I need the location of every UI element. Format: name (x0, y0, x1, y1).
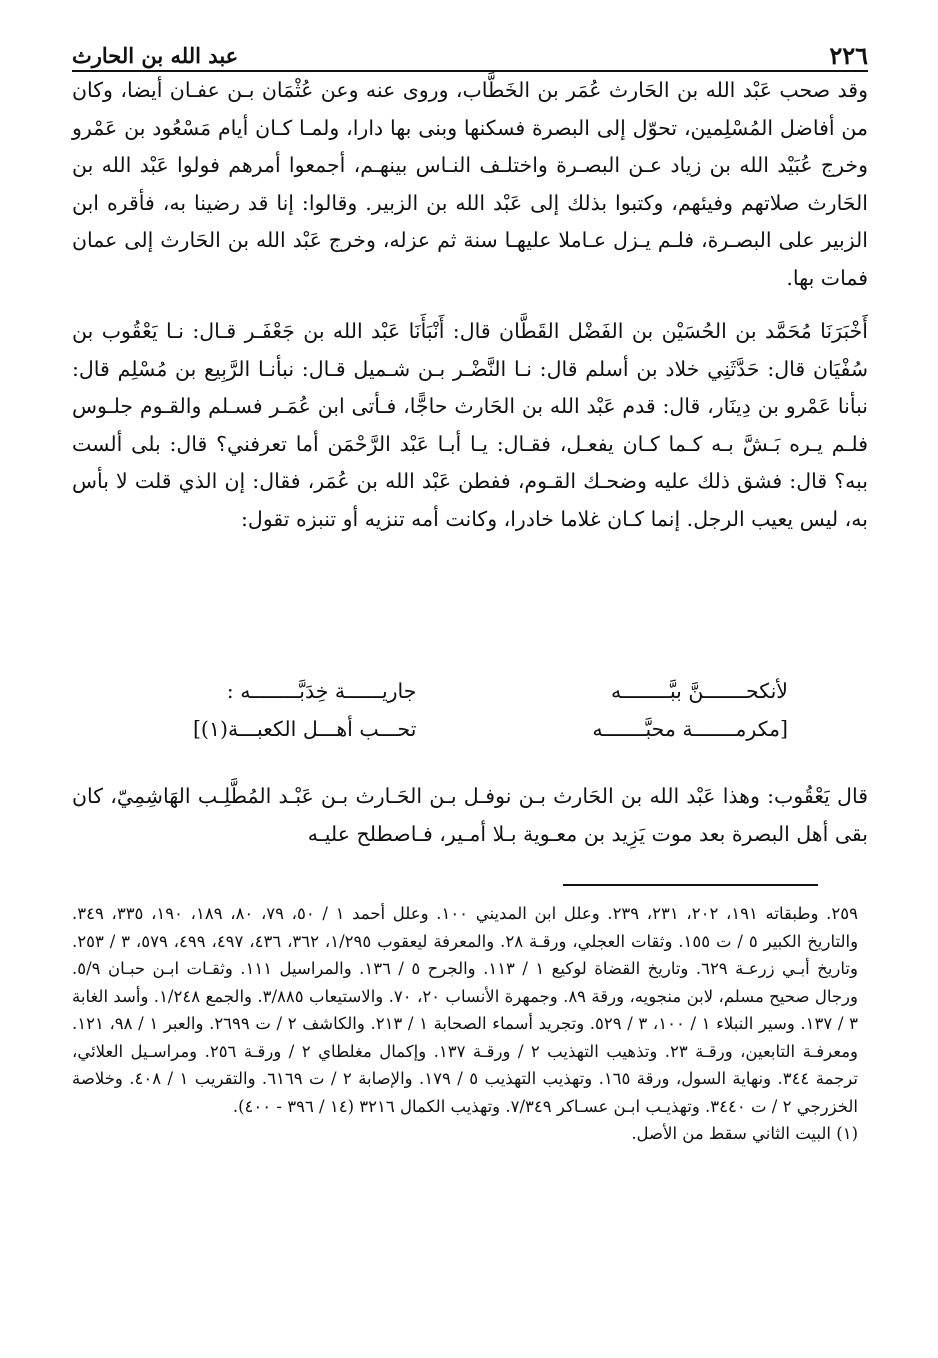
poem-first-hemistich: [مكرمـــــــة محبَّـــــــه (592, 717, 788, 741)
paragraph-narration: أَخْبَرَنَا مُحَمَّد بن الحُسَيْن بن الفَضْل القَطَّان قال: أَنْبَأَنَا عَبْد الله بن جَعْفَـر قـال: نـا يَعْقُوب بن سُفْيَان قال: حَدَّثَنِي خلاد بن أسلم قال: نـا النَّضْـر بـن شـميل قـال: نبأنـا الرَّبِيع بن مُسْلِم قال: نبأنا عَمْرو بن دِينَار، قال: قدم عَبْد الله بن الحَارث حاجًّا، فـأتى ابن عُمَـر فسـلم والقـوم جلـوس فلـم يـره بَـشَّ بـه كـما كـان يفعـل، فقـال: يـا أبـا عَبْد الرَّحْمَن أما تعرفني؟ قال: بلى ألست ببه؟ قال: فشق ذلك عليه وضحـك القـوم، ففطن عَبْد الله بن عُمَر، فقال: إن الذي قلت لا بأس به، ليس يعيب الرجل. إنما كـان غلاما خادرا، وكانت أمه تنزيه أو تنبزه تقول: (72, 319, 868, 531)
page-header (72, 34, 868, 72)
poem (100, 672, 788, 748)
paragraph-biography: وقد صحب عَبْد الله بن الحَارث عُمَر بن الخَطَّاب، وروى عنه وعن عُثْمَان بـن عفـان أيضا، وكان من أفاضل المُسْلِمين، تحوّل إلى البصرة فسكنها وبنى بها دارا، ولمـا كـان أيام مَسْعُود بن عَمْرو وخرج عُبَيْد الله بن زياد عـن البصـرة واختلـف النـاس بينهـم، أجمعوا أمرهم فولوا عَبْد الله بن الحَارث صلاتهم وفيئهم، وكتبوا بذلك إلى عَبْد الله بن الزبير. وقالوا: إنا قد رضينا به، فأقره ابن الزبير على البصـرة، فلـم يـزل عـاملا عليهـا سنة ثم عزله، وخرج عَبْد الله بن الحَارث إلى عمان فمات بها. (72, 78, 868, 290)
footnote-note: (١) البيت الثاني سقط من الأصل. (631, 1124, 858, 1143)
footnote-sources: ٢٥٩. وطبقاته ١٩١، ٢٠٢، ٢٣١، ٢٣٩. وعلل ابن المديني ١٠٠. وعلل أحمد ١ / ٥٠، ٧٩، ٨٠، ١٨٩، ١٩٠، ٣٣٥، ٣٤٩. والتاريخ الكبير ٥ / ت ١٥٥. وثقات العجلي، ورقـة ٢٨. والمعرفة ليعقوب ١/٢٩٥، ٣٦٢، ٤٣٦، ٤٩٧، ٤٩٩، ٥٧٩، ٣ / ٢٥٣. وتاريخ أبـي زرعـة ٦٢٩. وتاريخ القضاة لوكيع ١ / ١١٣. والجرح ٥ / ١٣٦. والمراسيل ١١١. وثقـات ابـن حبـان ٥/٩. ورجال صحيح مسلم، لابن منجويه، ورقة ٨٩. وجمهرة الأنساب ٢٠، ٧٠. والاستيعاب ٣/٨٨٥. والجمع ١/٢٤٨. وأسد الغابة ٣ / ١٣٧. وسير النبلاء ١ / ١٠٠، ٣ / ٥٢٩. وتجريد أسماء الصحابة ١ / ٢١٣. والكاشف ٢ / ت ٢٦٩٩. والعبر ١ / ٩٨، ١٢١. ومعرفـة التابعين، ورقـة ٢٣. وتذهيب التهذيب ٢ / ورقـة ١٣٧. وإكمال مغلطاي ٢ / ورقـة ٢٥٦. ومراسـيل العلائي، ترجمة ٣٤٤. ونهاية السول، ورقة ١٦٥. وتهذيب التهذيب ٥ / ١٧٩. والإصابة ٢ / ت ٦١٦٩. والتقريب ١ / ٤٠٨. وخلاصة الخزرجي ٢ / ت ٣٤٤٠. وتهذيـب ابـن عسـاكر ٧/٣٤٩. وتهذيب الكمال ٣٢١٦ (١٤ / ٣٩٦ - ٤٠٠). (72, 904, 859, 1116)
poem-verse (100, 672, 788, 710)
poem-second-hemistich: جاريــــــة خِدَبَّــــــــه : (226, 679, 417, 703)
paragraph-continuation: قال يَعْقُوب: وهذا عَبْد الله بن الحَارث بـن نوفـل بـن الحَـارث بـن عَبْـد المُطَّلِـب الهَاشِمِيّ، كان بقى أهل البصرة بعد موت يَزِيد بن معـوية بـلا أمـير، فـاصطلح عليـه (72, 784, 868, 846)
footnotes (72, 900, 858, 1148)
footnote-separator (563, 884, 818, 886)
page-number: ٢٢٦ (829, 41, 868, 70)
poem-second-hemistich: تحـــب أهـــل الكعبـــة(١)] (192, 717, 417, 741)
poem-verse (100, 710, 788, 748)
running-title: عبد الله بن الحارث (72, 43, 239, 68)
poem-first-hemistich: لأنكحـــــــنَّ ببَّــــــــه (610, 679, 788, 703)
main-text (72, 72, 868, 538)
